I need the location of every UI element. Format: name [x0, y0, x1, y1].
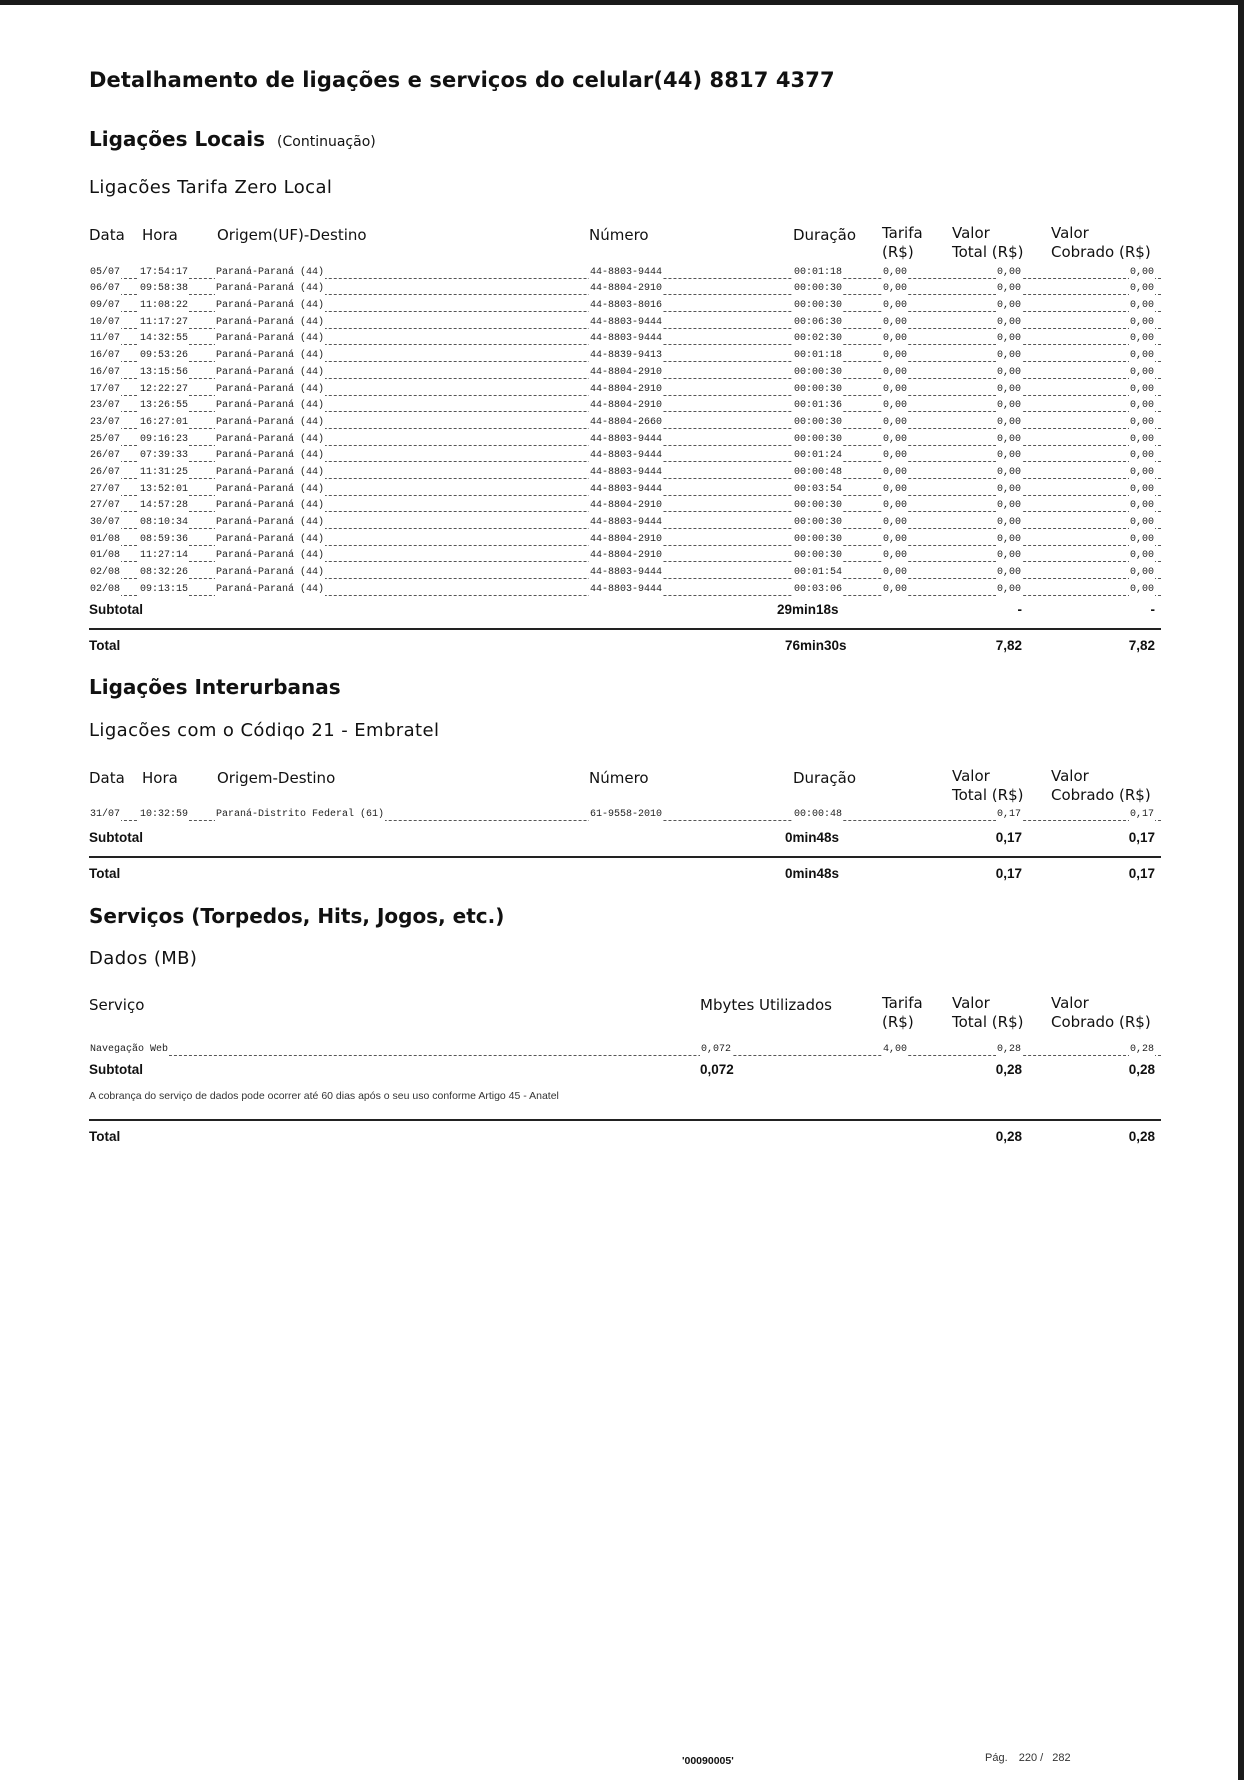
col-header-tarifa [882, 224, 923, 262]
col-header-valor-total-line2: Total (R$) [952, 1013, 1024, 1031]
cell-total: 0,00 [996, 383, 1021, 395]
cell-duracao: 00:00:30 [794, 500, 843, 512]
col-header-tarifa-line1: Tarifa [882, 224, 923, 242]
cell-cobrado: 0,00 [1129, 266, 1154, 278]
col-header-tarifa [882, 994, 923, 1032]
cell-origem: Paraná-Paraná (44) [216, 383, 325, 395]
cell-tarifa: 0,00 [883, 583, 908, 595]
col-header-origem: Origem-Destino [217, 769, 336, 787]
cell-numero: 44-8803-9444 [590, 333, 663, 345]
total-valor: 0,17 [995, 866, 1022, 881]
cell-data: 26/07 [90, 450, 121, 462]
cell-numero: 44-8804-2910 [590, 533, 663, 545]
cell-hora: 12:22:27 [140, 383, 189, 395]
cell-hora: 17:54:17 [140, 266, 189, 278]
col-header-servico: Serviço [89, 996, 145, 1014]
cell-cobrado: 0,00 [1129, 450, 1154, 462]
col-header-valor-cobrado-line2: Cobrado (R$) [1051, 1013, 1151, 1031]
cell-numero: 44-8803-9444 [590, 433, 663, 445]
cell-cobrado: 0,00 [1129, 433, 1154, 445]
cell-origem: Paraná-Paraná (44) [216, 416, 325, 428]
cell-hora: 07:39:33 [140, 450, 189, 462]
cell-origem: Paraná-Paraná (44) [216, 400, 325, 412]
total-cobrado: 7,82 [1128, 638, 1155, 653]
cell-numero: 44-8803-9444 [590, 567, 663, 579]
cell-numero: 44-8803-9444 [590, 450, 663, 462]
table-row [89, 806, 1161, 823]
divider [89, 1119, 1161, 1121]
table-row [89, 297, 1161, 314]
cell-data: 02/08 [90, 583, 121, 595]
subtotal-cobrado: 0,17 [1128, 830, 1155, 845]
cell-cobrado: 0,00 [1129, 583, 1154, 595]
cell-hora: 09:16:23 [140, 433, 189, 445]
cell-cobrado: 0,00 [1129, 333, 1154, 345]
servicos-table [89, 1041, 1161, 1058]
table-row [89, 314, 1161, 331]
cell-mbytes: 0,072 [701, 1043, 732, 1055]
col-header-valor-total [952, 224, 1023, 262]
cell-cobrado: 0,00 [1129, 517, 1154, 528]
col-header-valor-cobrado [1051, 994, 1151, 1032]
cell-tarifa: 0,00 [883, 316, 908, 328]
cell-total: 0,00 [996, 450, 1021, 462]
cell-numero: 44-8804-2660 [590, 416, 663, 428]
page-total: 282 [1052, 1752, 1071, 1764]
cell-total: 0,00 [996, 550, 1021, 562]
cell-numero: 44-8804-2910 [590, 366, 663, 378]
cell-cobrado: 0,00 [1129, 366, 1154, 378]
divider [89, 856, 1161, 858]
col-header-valor-cobrado [1051, 767, 1151, 805]
col-header-valor-total [952, 767, 1023, 805]
subtotal-duracao: 0min48s [785, 830, 840, 845]
cell-data: 09/07 [90, 300, 121, 312]
cell-total: 0,00 [996, 350, 1021, 362]
page-number [985, 1752, 1071, 1764]
cell-data: 30/07 [90, 517, 121, 528]
cell-hora: 13:52:01 [140, 483, 189, 495]
cell-tarifa: 0,00 [883, 366, 908, 378]
col-header-valor-total-line1: Valor [952, 224, 990, 242]
cell-hora: 11:08:22 [140, 300, 189, 312]
cell-tarifa: 0,00 [883, 450, 908, 462]
cell-data: 01/08 [90, 533, 121, 545]
cell-hora: 14:57:28 [140, 500, 189, 512]
document-code: '00090005' [682, 1755, 734, 1767]
col-header-valor-total [952, 994, 1023, 1032]
section-heading-servicos: Serviços (Torpedos, Hits, Jogos, etc.) [89, 904, 505, 928]
cell-data: 02/08 [90, 567, 121, 579]
table-row [89, 431, 1161, 448]
local-calls-table [89, 264, 1161, 598]
cell-total: 0,00 [996, 316, 1021, 328]
cell-hora: 09:13:15 [140, 583, 189, 595]
cell-hora: 09:58:38 [140, 283, 189, 295]
cell-total: 0,00 [996, 283, 1021, 295]
cell-tarifa: 0,00 [883, 483, 908, 495]
cell-origem: Paraná-Paraná (44) [216, 500, 325, 512]
cell-numero: 44-8803-9444 [590, 316, 663, 328]
cell-cobrado: 0,00 [1129, 483, 1154, 495]
cell-duracao: 00:00:30 [794, 383, 843, 395]
cell-hora: 13:26:55 [140, 400, 189, 412]
total-label: Total [89, 866, 121, 881]
table-row [89, 347, 1161, 364]
col-header-hora: Hora [142, 226, 178, 244]
cell-numero: 44-8804-2910 [590, 383, 663, 395]
cell-hora: 11:27:14 [140, 550, 189, 562]
cell-data: 23/07 [90, 400, 121, 412]
table-row [89, 381, 1161, 398]
col-header-valor-cobrado-line2: Cobrado (R$) [1051, 243, 1151, 261]
col-header-valor-total-line1: Valor [952, 994, 990, 1012]
cell-duracao: 00:00:30 [794, 517, 843, 528]
cell-origem: Paraná-Paraná (44) [216, 517, 325, 528]
cell-hora: 11:17:27 [140, 316, 189, 328]
cell-cobrado: 0,00 [1129, 300, 1154, 312]
cell-duracao: 00:00:30 [794, 300, 843, 312]
total-valor: 0,28 [995, 1129, 1022, 1144]
section-heading-local-text: Ligações Locais [89, 127, 266, 151]
col-header-mbytes: Mbytes Utilizados [700, 996, 832, 1014]
cell-data: 17/07 [90, 383, 121, 395]
col-header-valor-cobrado-line2: Cobrado (R$) [1051, 786, 1151, 804]
cell-hora: 10:32:59 [140, 808, 189, 820]
cell-tarifa: 0,00 [883, 433, 908, 445]
cell-total: 0,00 [996, 433, 1021, 445]
col-header-valor-total-line2: Total (R$) [952, 243, 1024, 261]
cell-numero: 44-8803-9444 [590, 466, 663, 478]
cell-cobrado: 0,00 [1129, 466, 1154, 478]
cell-duracao: 00:00:30 [794, 433, 843, 445]
cell-data: 27/07 [90, 500, 121, 512]
cell-cobrado: 0,00 [1129, 550, 1154, 562]
interurbanas-table [89, 806, 1161, 823]
cell-numero: 44-8804-2910 [590, 550, 663, 562]
subtotal-label: Subtotal [89, 602, 143, 617]
total-label: Total [89, 1129, 121, 1144]
section-heading-local-note: (Continuação) [277, 134, 376, 150]
col-header-tarifa-line2: (R$) [882, 1013, 914, 1031]
cell-duracao: 00:00:30 [794, 283, 843, 295]
total-duracao: 0min48s [785, 866, 840, 881]
cell-tarifa: 0,00 [883, 266, 908, 278]
table-row [89, 264, 1161, 281]
cell-numero: 44-8803-9444 [590, 517, 663, 528]
cell-tarifa: 0,00 [883, 383, 908, 395]
cell-data: 01/08 [90, 550, 121, 562]
cell-cobrado: 0,28 [1129, 1043, 1154, 1055]
section-heading-interurbanas: Ligações Interurbanas [89, 675, 341, 699]
cell-tarifa: 0,00 [883, 416, 908, 428]
col-header-tarifa-line1: Tarifa [882, 994, 923, 1012]
table-row [89, 448, 1161, 465]
table-row [89, 464, 1161, 481]
cell-numero: 44-8803-9444 [590, 583, 663, 595]
cell-origem: Paraná-Paraná (44) [216, 550, 325, 562]
col-header-valor-total-line1: Valor [952, 767, 990, 785]
col-header-valor-cobrado-line1: Valor [1051, 224, 1089, 242]
cell-total: 0,00 [996, 333, 1021, 345]
cell-cobrado: 0,00 [1129, 416, 1154, 428]
col-header-duracao: Duração [793, 226, 857, 244]
cell-data: 06/07 [90, 283, 121, 295]
cell-cobrado: 0,00 [1129, 400, 1154, 412]
cell-data: 25/07 [90, 433, 121, 445]
subtotal-cobrado: - [1150, 602, 1155, 617]
section-heading-local [89, 127, 376, 151]
subheading-dados: Dados (MB) [89, 948, 198, 969]
cell-duracao: 00:00:48 [794, 808, 843, 820]
interurbanas-total-row [89, 866, 1161, 886]
cell-duracao: 00:03:54 [794, 483, 843, 495]
table-row [89, 281, 1161, 298]
scan-right-edge [1238, 0, 1244, 1780]
col-header-duracao: Duração [793, 769, 857, 787]
page-title: Detalhamento de ligações e serviços do celular(44) 8817 4377 [89, 68, 835, 92]
cell-origem: Paraná-Paraná (44) [216, 483, 325, 495]
cell-numero: 61-9558-2010 [590, 808, 663, 820]
cell-hora: 08:32:26 [140, 567, 189, 579]
cell-origem: Paraná-Paraná (44) [216, 300, 325, 312]
col-header-origem: Origem(UF)-Destino [217, 226, 367, 244]
col-header-numero: Número [589, 769, 649, 787]
cell-origem: Paraná-Paraná (44) [216, 433, 325, 445]
cell-cobrado: 0,00 [1129, 500, 1154, 512]
cell-numero: 44-8839-9413 [590, 350, 663, 362]
cell-cobrado: 0,17 [1129, 808, 1154, 820]
subheading-tarifa-zero: Ligacões Tarifa Zero Local [89, 177, 333, 198]
table-row [89, 514, 1161, 531]
cell-duracao: 00:01:54 [794, 567, 843, 579]
cell-tarifa: 0,00 [883, 300, 908, 312]
cell-duracao: 00:02:30 [794, 333, 843, 345]
cell-hora: 09:53:26 [140, 350, 189, 362]
cell-tarifa: 0,00 [883, 333, 908, 345]
table-row [89, 364, 1161, 381]
total-duracao: 76min30s [785, 638, 847, 653]
cell-hora: 11:31:25 [140, 466, 189, 478]
local-total-row [89, 638, 1161, 658]
table-row [89, 531, 1161, 548]
cell-hora: 08:10:34 [140, 517, 189, 528]
table-row [89, 564, 1161, 581]
total-label: Total [89, 638, 121, 653]
table-row [89, 398, 1161, 415]
cell-duracao: 00:00:48 [794, 466, 843, 478]
table-row [89, 498, 1161, 515]
cell-servico: Navegação Web [90, 1043, 169, 1055]
table-row [89, 1041, 1161, 1058]
cell-numero: 44-8804-2910 [590, 400, 663, 412]
servicos-total-row [89, 1129, 1161, 1149]
subtotal-total: 0,17 [995, 830, 1022, 845]
cell-hora: 08:59:36 [140, 533, 189, 545]
cell-hora: 16:27:01 [140, 416, 189, 428]
subtotal-mbytes: 0,072 [700, 1062, 734, 1077]
cell-origem: Paraná-Paraná (44) [216, 316, 325, 328]
cell-tarifa: 0,00 [883, 567, 908, 579]
table-row [89, 581, 1161, 598]
data-charge-note: A cobrança do serviço de dados pode ocorrer até 60 dias após o seu uso conforme Artigo 45 - Anatel [89, 1090, 559, 1102]
page-label: Pág. [985, 1752, 1008, 1764]
cell-duracao: 00:01:24 [794, 450, 843, 462]
cell-total: 0,00 [996, 266, 1021, 278]
cell-tarifa: 0,00 [883, 533, 908, 545]
cell-origem: Paraná-Distrito Federal (61) [216, 808, 385, 820]
cell-numero: 44-8803-8016 [590, 300, 663, 312]
cell-total: 0,00 [996, 583, 1021, 595]
cell-origem: Paraná-Paraná (44) [216, 350, 325, 362]
cell-origem: Paraná-Paraná (44) [216, 583, 325, 595]
cell-total: 0,00 [996, 466, 1021, 478]
cell-total: 0,00 [996, 517, 1021, 528]
cell-data: 31/07 [90, 808, 121, 820]
cell-cobrado: 0,00 [1129, 350, 1154, 362]
cell-duracao: 00:00:30 [794, 550, 843, 562]
cell-total: 0,00 [996, 416, 1021, 428]
cell-duracao: 00:06:30 [794, 316, 843, 328]
cell-total: 0,00 [996, 366, 1021, 378]
col-header-valor-total-line2: Total (R$) [952, 786, 1024, 804]
cell-total: 0,17 [996, 808, 1021, 820]
cell-duracao: 00:00:30 [794, 533, 843, 545]
col-header-data: Data [89, 769, 125, 787]
cell-origem: Paraná-Paraná (44) [216, 333, 325, 345]
col-header-valor-cobrado-line1: Valor [1051, 994, 1089, 1012]
cell-cobrado: 0,00 [1129, 383, 1154, 395]
cell-total: 0,00 [996, 567, 1021, 579]
subtotal-total: - [1017, 602, 1022, 617]
col-header-data: Data [89, 226, 125, 244]
cell-duracao: 00:01:18 [794, 266, 843, 278]
cell-origem: Paraná-Paraná (44) [216, 533, 325, 545]
page-separator: / [1040, 1752, 1044, 1764]
cell-duracao: 00:01:18 [794, 350, 843, 362]
cell-tarifa: 0,00 [883, 500, 908, 512]
cell-numero: 44-8803-9444 [590, 266, 663, 278]
scan-top-edge [0, 0, 1244, 5]
col-header-numero: Número [589, 226, 649, 244]
cell-data: 27/07 [90, 483, 121, 495]
cell-total: 0,28 [996, 1043, 1021, 1055]
cell-origem: Paraná-Paraná (44) [216, 266, 325, 278]
cell-data: 16/07 [90, 350, 121, 362]
cell-tarifa: 0,00 [883, 517, 908, 528]
cell-cobrado: 0,00 [1129, 316, 1154, 328]
total-cobrado: 0,28 [1128, 1129, 1155, 1144]
cell-data: 26/07 [90, 466, 121, 478]
cell-numero: 44-8804-2910 [590, 500, 663, 512]
cell-numero: 44-8803-9444 [590, 483, 663, 495]
total-valor: 7,82 [995, 638, 1022, 653]
cell-tarifa: 0,00 [883, 400, 908, 412]
subtotal-cobrado: 0,28 [1128, 1062, 1155, 1077]
cell-tarifa: 4,00 [883, 1043, 908, 1055]
col-header-valor-cobrado-line1: Valor [1051, 767, 1089, 785]
cell-numero: 44-8804-2910 [590, 283, 663, 295]
subtotal-duracao: 29min18s [777, 602, 839, 617]
col-header-hora: Hora [142, 769, 178, 787]
cell-total: 0,00 [996, 400, 1021, 412]
subheading-embratel: Ligacões com o Códiqo 21 - Embratel [89, 720, 440, 741]
cell-duracao: 00:00:30 [794, 416, 843, 428]
cell-origem: Paraná-Paraná (44) [216, 450, 325, 462]
cell-tarifa: 0,00 [883, 466, 908, 478]
cell-data: 23/07 [90, 416, 121, 428]
cell-hora: 14:32:55 [140, 333, 189, 345]
page-current: 220 [1018, 1752, 1038, 1764]
local-subtotal-row [89, 602, 1161, 622]
table-row [89, 548, 1161, 565]
cell-duracao: 00:00:30 [794, 366, 843, 378]
cell-data: 11/07 [90, 333, 121, 345]
table-row [89, 331, 1161, 348]
cell-data: 10/07 [90, 316, 121, 328]
subtotal-total: 0,28 [995, 1062, 1022, 1077]
cell-cobrado: 0,00 [1129, 533, 1154, 545]
cell-duracao: 00:01:36 [794, 400, 843, 412]
cell-cobrado: 0,00 [1129, 567, 1154, 579]
col-header-tarifa-line2: (R$) [882, 243, 914, 261]
cell-origem: Paraná-Paraná (44) [216, 283, 325, 295]
cell-duracao: 00:03:06 [794, 583, 843, 595]
subtotal-label: Subtotal [89, 1062, 143, 1077]
cell-tarifa: 0,00 [883, 350, 908, 362]
cell-origem: Paraná-Paraná (44) [216, 466, 325, 478]
cell-data: 16/07 [90, 366, 121, 378]
cell-origem: Paraná-Paraná (44) [216, 366, 325, 378]
cell-total: 0,00 [996, 500, 1021, 512]
col-header-valor-cobrado [1051, 224, 1151, 262]
cell-hora: 13:15:56 [140, 366, 189, 378]
cell-data: 05/07 [90, 266, 121, 278]
table-row [89, 481, 1161, 498]
divider [89, 628, 1161, 630]
cell-tarifa: 0,00 [883, 283, 908, 295]
subtotal-label: Subtotal [89, 830, 143, 845]
cell-total: 0,00 [996, 300, 1021, 312]
cell-total: 0,00 [996, 483, 1021, 495]
servicos-subtotal-row [89, 1062, 1161, 1082]
cell-total: 0,00 [996, 533, 1021, 545]
interurbanas-subtotal-row [89, 830, 1161, 850]
total-cobrado: 0,17 [1128, 866, 1155, 881]
cell-cobrado: 0,00 [1129, 283, 1154, 295]
cell-origem: Paraná-Paraná (44) [216, 567, 325, 579]
table-row [89, 414, 1161, 431]
cell-tarifa: 0,00 [883, 550, 908, 562]
